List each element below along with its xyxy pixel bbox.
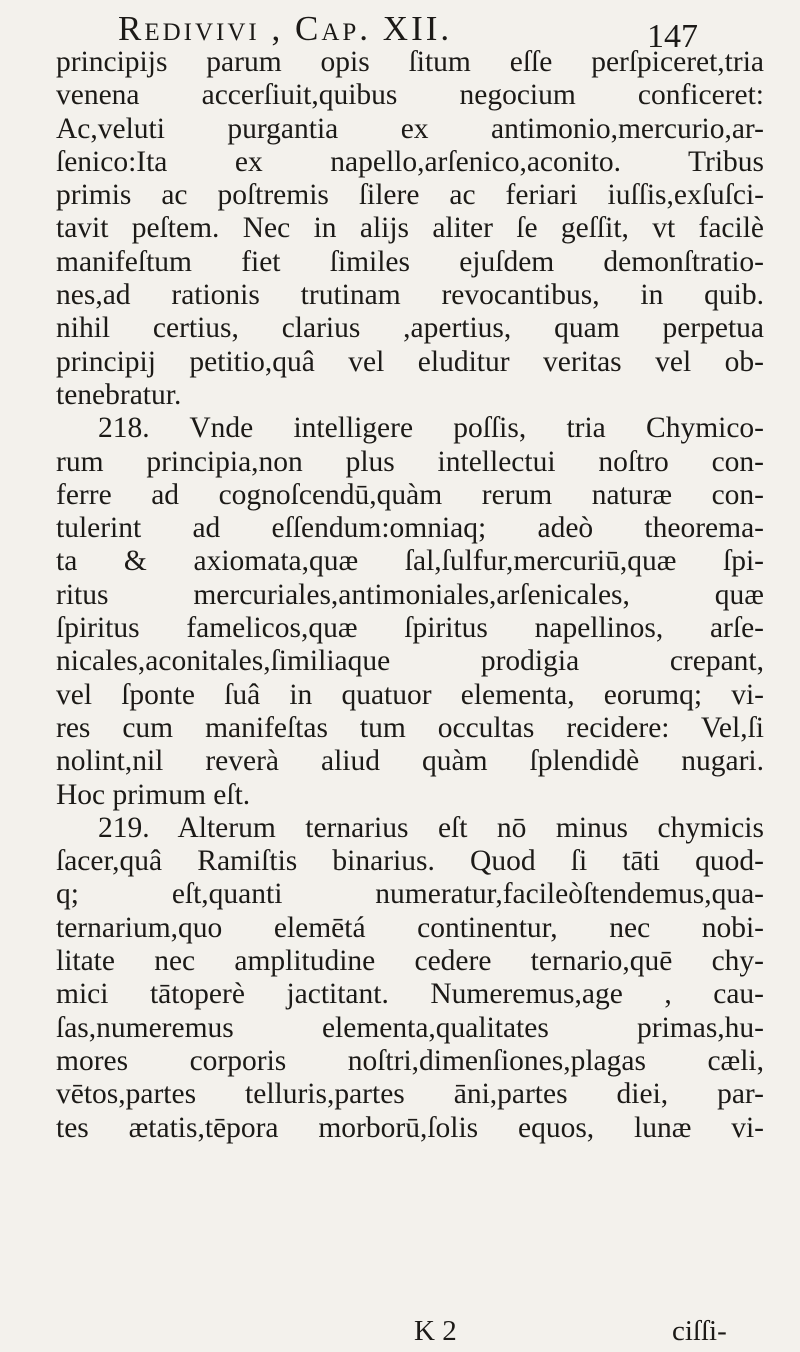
text-line: tenebratur. (56, 378, 182, 411)
text-line: principijs parum opis ſitum eſſe perſpiceret,tria (56, 46, 764, 78)
text-line: ſpiritus famelicos,quæ ſpiritus napellinos, arſe- (56, 612, 764, 645)
text-line: nolint,nil reverà aliud quàm ſplendidè nugari. (56, 745, 764, 778)
text-line: Ac,veluti purgantia ex antimonio,mercurio,ar- (56, 112, 764, 145)
catch-line (0, 1314, 800, 1348)
text-line: nicales,aconitales,ſimiliaque prodigia crepant, (56, 645, 764, 678)
text-line: Hoc primum eſt. (56, 778, 251, 811)
text-line: ſas,numeremus elementa,qualitates primas,hu- (56, 1011, 764, 1044)
text-line: tulerint ad eſſendum:omniaq; adeò theorema- (56, 512, 764, 545)
text-line: res cum manifeſtas tum occultas recidere: Vel,ſi (56, 711, 764, 744)
text-line: vel ſponte ſuâ in quatuor elementa, eorumq; vi- (56, 678, 764, 711)
text-line: mici tātoperè jactitant. Numeremus,age , cau- (56, 978, 764, 1011)
text-line: manifeſtum fiet ſimiles ejuſdem demonſtratio- (56, 245, 764, 278)
text-line: vētos,partes telluris,partes āni,partes diei, par- (56, 1078, 764, 1111)
text-line: q; eſt,quanti numeratur,facileòſtendemus,qua- (56, 878, 764, 911)
text-line: ta & axiomata,quæ ſal,ſulfur,mercuriū,quæ ſpi- (56, 545, 764, 578)
text-line: venena accerſiuit,quibus negocium conficeret: (56, 79, 764, 112)
page-number: 147 (647, 18, 698, 55)
text-line: nes,ad rationis trutinam revocantibus, in quib. (56, 279, 764, 312)
body-text (56, 46, 764, 1145)
text-line: nihil certius, clarius ,apertius, quam perpetua (56, 312, 764, 345)
paragraph-219-start: 219. Alterum ternarius eſt nō minus chymicis (98, 811, 764, 844)
text-line: tes ætatis,tēpora morborū,ſolis equos, lunæ vi- (56, 1111, 764, 1144)
signature-mark: K 2 (414, 1315, 457, 1347)
running-title: Redivivi , Cap. XII. (118, 9, 453, 48)
text-line: litate nec amplitudine cedere ternario,quē chy- (56, 945, 764, 978)
text-line: ſacer,quâ Ramiſtis binarius. Quod ſi tāti quod- (56, 845, 764, 878)
text-line: ferre ad cognoſcendū,quàm rerum naturæ con- (56, 478, 764, 511)
text-line: ſenico:Ita ex napello,arſenico,aconito. Tribus (56, 145, 764, 178)
text-line: primis ac poſtremis ſilere ac feriari iuſſis,exſuſci- (56, 179, 764, 212)
text-line: rum principia,non plus intellectui noſtro con- (56, 445, 764, 478)
text-line: tavit peſtem. Nec in alijs aliter ſe geſſit, vt facilè (56, 212, 764, 245)
text-line: mores corporis noſtri,dimenſiones,plagas cæli, (56, 1044, 764, 1077)
text-line: ritus mercuriales,antimoniales,arſenicales, quæ (56, 578, 764, 611)
paragraph-218-start: 218. Vnde intelligere poſſis, tria Chymico- (98, 412, 764, 445)
text-line: ternarium,quo elemētá continentur, nec nobi- (56, 911, 764, 944)
text-line: principij petitio,quâ vel eluditur veritas vel ob- (56, 345, 764, 378)
catchword: ciſſi- (672, 1315, 727, 1347)
